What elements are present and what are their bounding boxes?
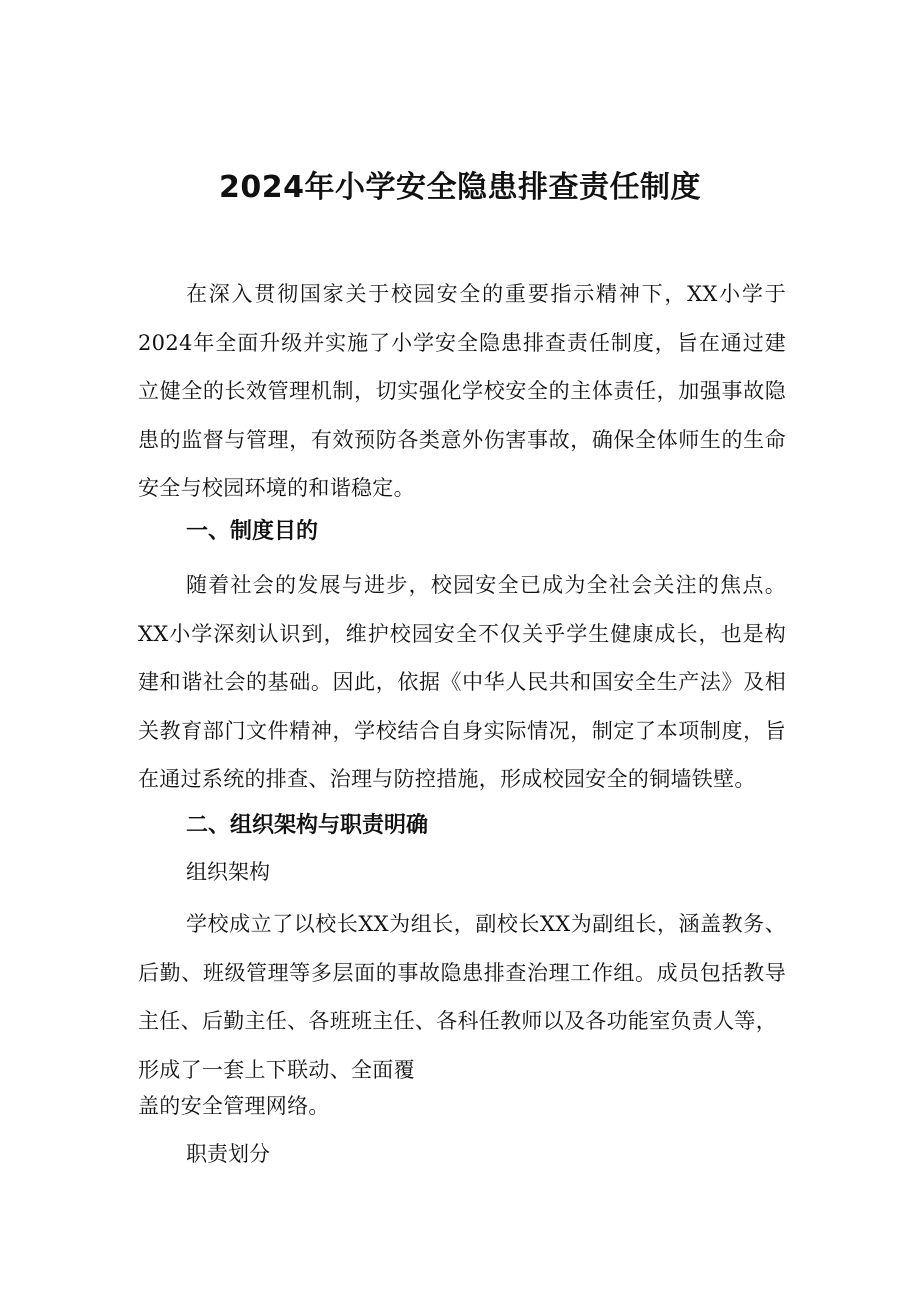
structure-paragraph: 学校成立了以校长XX为组长，副校长XX为副组长，涵盖教务、后勤、班级管理等多层面的事故隐患排查治理工作组。成员包括教导主任、后勤主任、各班班主任、各科任教师以及各功能室负责人等， <box>138 912 786 1034</box>
intro-paragraph: 在深入贯彻国家关于校园安全的重要指示精神下，XX小学于2024年全面升级并实施了小学安全隐患排查责任制度，旨在通过建立健全的长效管理机制，切实强化学校安全的主体责任，加强事故隐患的监督与管理，有效预防各类意外伤害事故，确保全体师生的生命安全与校园环境的和谐稳定。 <box>138 282 786 501</box>
structure-line-continued: 形成了一套上下联动、全面覆 <box>138 1058 415 1082</box>
subheading-responsibilities: 职责划分 <box>186 1142 270 1166</box>
section-heading-purpose: 一、制度目的 <box>186 519 319 544</box>
subheading-structure: 组织架构 <box>186 860 270 884</box>
section-heading-organization: 二、组织架构与职责明确 <box>186 813 429 838</box>
purpose-paragraph: 随着社会的发展与进步，校园安全已成为全社会关注的焦点。XX小学深刻认识到，维护校园安全不仅关乎学生健康成长，也是构建和谐社会的基础。因此，依据《中华人民共和国安全生产法》及相关教育部门文件精神，学校结合自身实际情况，制定了本项制度，旨在通过系统的排查、治理与防控措施，形成校园安全的铜墙铁壁。 <box>138 573 786 792</box>
structure-line-end: 盖的安全管理网络。 <box>138 1094 330 1118</box>
document-title: 2024年小学安全隐患排查责任制度 <box>219 170 701 205</box>
